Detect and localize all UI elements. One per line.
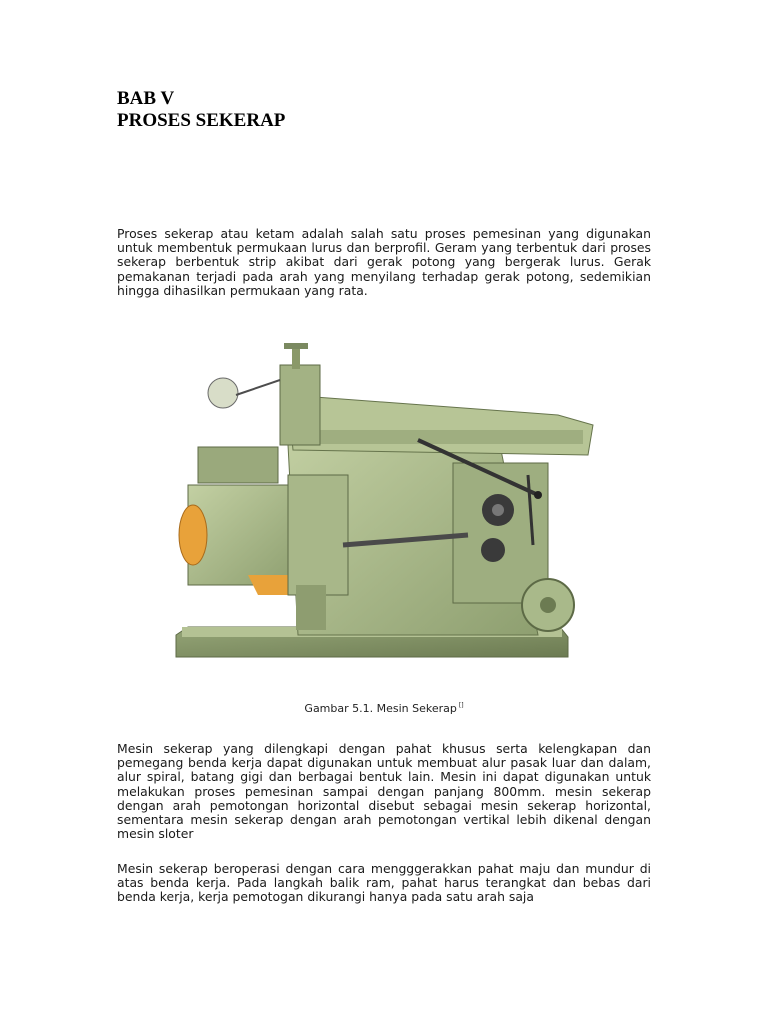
chapter-heading xyxy=(117,88,285,132)
figure-reference: [] xyxy=(458,702,464,709)
intro-paragraph: Proses sekerap atau ketam adalah salah satu proses pemesinan yang digunakan untuk membentuk permukaan lurus dan berprofil. Geram yang terbentuk dari proses sekerap berbentuk strip akibat dari gerak potong yang bergerak lurus. Gerak pemakanan terjadi pada arah yang menyilang terhadap gerak potong, sedemikian hingga dihasilkan permukaan yang rata. xyxy=(117,226,651,298)
figure-caption-text: Gambar 5.1. Mesin Sekerap xyxy=(304,702,457,715)
body-paragraph: Mesin sekerap yang dilengkapi dengan pahat khusus serta kelengkapan dan pemegang benda kerja dapat digunakan untuk membuat alur pasak luar dan dalam, alur spiral, batang gigi dan berbagai bentuk lain. Mesin ini dapat digunakan untuk melakukan proses pemesinan sampai dengan panjang 800mm. mesin sekerap dengan arah pemotongan horizontal disebut sebagai mesin sekerap horizontal, sementara mesin sekerap dengan arah pemotongan vertikal lebih dikenal dengan mesin sloter xyxy=(117,741,651,842)
chapter-title: PROSES SEKERAP xyxy=(117,110,286,131)
shaping-machine-illustration xyxy=(168,335,598,665)
body-paragraph: Mesin sekerap beroperasi dengan cara mengggerakkan pahat maju dan mundur di atas benda kerja. Pada langkah balik ram, pahat harus terangkat dan bebas dari benda kerja, kerja pemotogan dikurangi hanya pada satu arah saja xyxy=(117,861,651,905)
chapter-number: BAB V xyxy=(117,88,175,109)
figure-caption xyxy=(0,702,768,715)
